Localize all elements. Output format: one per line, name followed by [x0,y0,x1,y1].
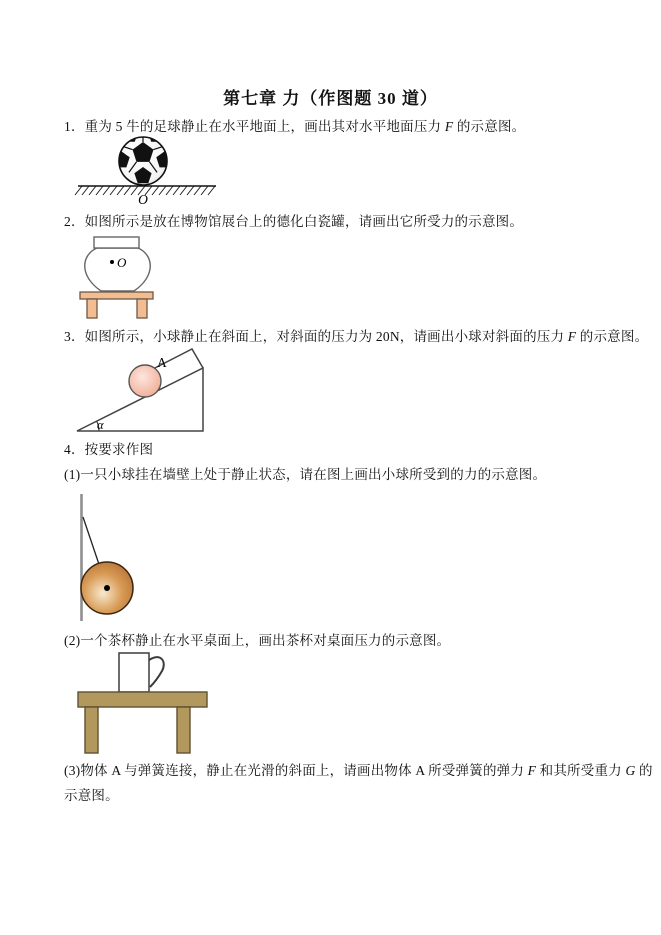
table-right-leg [177,707,190,753]
jar-center-point [110,260,114,264]
porcelain-jar-figure [72,230,162,322]
problem-4-text: 4．按要求作图 [64,442,154,457]
alpha-label: α [97,418,104,432]
problem-3-text: 3．如图所示，小球静止在斜面上，对斜面的压力为 20N，请画出小球对斜面的压力 F 的示意图。 [64,329,649,344]
point-O-label: O [138,192,148,207]
hanging-ball-figure [70,488,140,624]
problem-1-text: 1．重为 5 牛的足球静止在水平地面上，画出其对水平地面压力 F 的示意图。 [64,119,526,134]
page-title: 第七章 力（作图题 30 道） [223,89,438,108]
problem-4-2-text: (2)一个茶杯静止在水平桌面上，画出茶杯对桌面压力的示意图。 [64,633,451,648]
table-left-leg [85,707,98,753]
teacup [119,653,149,692]
display-stand-top [80,292,153,299]
soccer-ball-figure [70,120,230,210]
display-stand-right-leg [137,299,147,318]
teacup-table-figure [70,648,215,758]
ball-center-point [104,585,110,591]
ball-A-label: A [157,355,167,370]
problem-4-3-text-line1: (3)物体 A 与弹簧连接，静止在光滑的斜面上，请画出物体 A 所受弹簧的弹力 F 和其所受重力 G 的 [64,763,653,778]
cup-handle [149,657,164,687]
soccer-ball-pattern [113,125,174,183]
table-top [78,692,207,707]
porcelain-jar-rim [94,237,139,248]
incline-ball-figure [70,340,215,440]
problem-2-text: 2．如图所示是放在博物馆展台上的德化白瓷罐，请画出它所受力的示意图。 [64,214,524,229]
problem-4-1-text: (1)一只小球挂在墙壁上处于静止状态，请在图上画出小球所受到的力的示意图。 [64,467,547,482]
problem-4-3-text-line2: 示意图。 [64,788,119,803]
jar-point-O-label: O [117,255,127,270]
display-stand-left-leg [87,299,97,318]
